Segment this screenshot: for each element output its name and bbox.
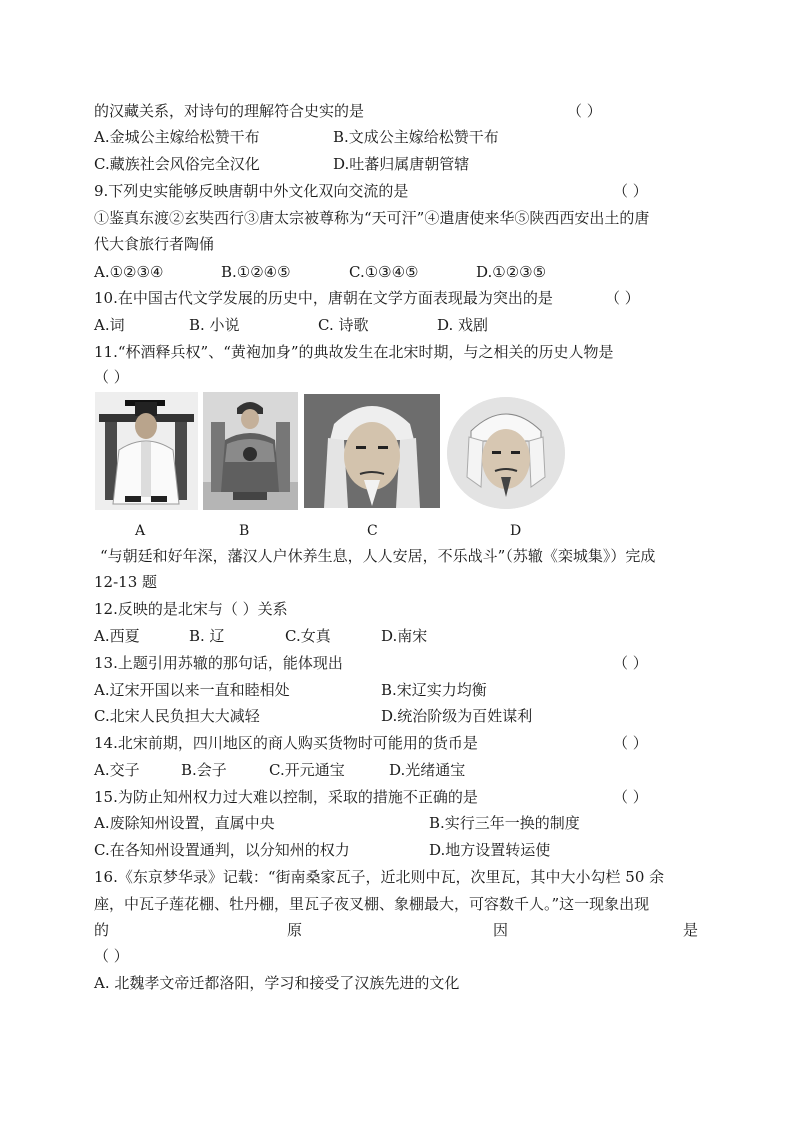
portrait-d-label: D (510, 523, 522, 539)
q16-line-2: 座，中瓦子莲花棚、牡丹棚，里瓦子夜叉棚、象棚最大，可容数千人。”这一现象出现 (94, 895, 650, 913)
q8-stem-tail: 的汉藏关系，对诗句的理解符合史实的是 (94, 102, 365, 120)
q9-statements: ①鉴真东渡②玄奘西行③唐太宗被尊称为“天可汗”④遣唐使来华⑤陕西西安出土的唐 (94, 209, 650, 227)
q15-option-b: B.实行三年一换的制度 (429, 814, 580, 832)
portrait-a-image (95, 392, 198, 510)
q10-option-c: C. 诗歌 (318, 316, 369, 334)
q14-stem: 14.北宋前期，四川地区的商人购买货物时可能用的货币是 (94, 734, 478, 752)
q13-answer-bracket: （ ） (613, 654, 648, 672)
q16-line-3-word-2: 原 (287, 921, 303, 939)
q8-option-c: C.藏族社会风俗完全汉化 (94, 155, 260, 173)
portrait-d-image (447, 397, 565, 509)
q10-option-b: B. 小说 (189, 316, 240, 334)
portrait-b-image (203, 392, 298, 510)
q15-option-a: A.废除知州设置，直属中央 (94, 814, 275, 832)
q12-stem: 12.反映的是北宋与（ ）关系 (94, 600, 288, 618)
q9-option-b: B.①②④⑤ (221, 263, 291, 281)
q16-option-a: A. 北魏孝文帝迁都洛阳，学习和接受了汉族先进的文化 (94, 974, 460, 992)
portrait-b-label: B (239, 523, 250, 539)
passage-line-2: 12-13 题 (94, 573, 158, 591)
q8-option-a: A.金城公主嫁给松赞干布 (94, 128, 260, 146)
q9-stem: 9.下列史实能够反映唐朝中外文化双向交流的是 (94, 182, 409, 200)
q12-option-d: D.南宋 (381, 627, 428, 645)
q15-option-c: C.在各知州设置通判，以分知州的权力 (94, 841, 350, 859)
q8-option-b: B.文成公主嫁给松赞干布 (333, 128, 499, 146)
passage-line-1: “与朝廷和好年深，藩汉人户休养生息，人人安居，不乐战斗”（苏辙《栾城集》）完成 (100, 547, 656, 565)
q9-answer-bracket: （ ） (613, 182, 648, 200)
portrait-c-image (304, 394, 440, 508)
q15-answer-bracket: （ ） (613, 788, 648, 806)
q9-option-d: D.①②③⑤ (476, 263, 547, 281)
q13-option-a: A.辽宋开国以来一直和睦相处 (94, 681, 290, 699)
q10-answer-bracket: （ ） (605, 289, 640, 307)
q10-stem: 10.在中国古代文学发展的历史中，唐朝在文学方面表现最为突出的是 (94, 289, 553, 307)
q10-option-a: A.词 (94, 316, 125, 334)
q12-option-b: B. 辽 (189, 627, 225, 645)
q16-line-3-word-1: 的 (94, 921, 110, 939)
q12-option-c: C.女真 (285, 627, 331, 645)
q14-answer-bracket: （ ） (613, 734, 648, 752)
q8-option-d: D.吐蕃归属唐朝管辖 (333, 155, 470, 173)
q16-answer-bracket: （ ） (94, 947, 129, 965)
q12-option-a: A.西夏 (94, 627, 140, 645)
portrait-a-label: A (135, 523, 146, 539)
q16-line-1: 16.《东京梦华录》记载：“街南桑家瓦子，近北则中瓦，次里瓦，其中大小勾栏 50 余 (94, 868, 665, 886)
q11-stem: 11.“杯酒释兵权”、“黄袍加身”的典故发生在北宋时期，与之相关的历史人物是 (94, 343, 614, 361)
q8-answer-bracket: （ ） (567, 102, 602, 120)
q15-stem: 15.为防止知州权力过大难以控制，采取的措施不正确的是 (94, 788, 478, 806)
q13-option-b: B.宋辽实力均衡 (381, 681, 487, 699)
q15-option-d: D.地方设置转运使 (429, 841, 551, 859)
q16-line-3-word-4: 是 (683, 921, 699, 939)
q9-statements-cont: 代大食旅行者陶俑 (94, 235, 215, 253)
q13-stem: 13.上题引用苏辙的那句话，能体现出 (94, 654, 343, 672)
q13-option-d: D.统治阶级为百姓谋利 (381, 707, 533, 725)
q14-option-c: C.开元通宝 (269, 761, 345, 779)
q9-option-c: C.①③④⑤ (349, 263, 419, 281)
q16-line-3-word-3: 因 (493, 921, 509, 939)
q9-option-a: A.①②③④ (94, 263, 164, 281)
q10-option-d: D. 戏剧 (437, 316, 489, 334)
q14-option-a: A.交子 (94, 761, 140, 779)
q11-answer-bracket: （ ） (94, 368, 129, 386)
q14-option-b: B.会子 (181, 761, 227, 779)
q14-option-d: D.光绪通宝 (389, 761, 466, 779)
q13-option-c: C.北宋人民负担大大减轻 (94, 707, 260, 725)
portrait-c-label: C (367, 523, 378, 539)
